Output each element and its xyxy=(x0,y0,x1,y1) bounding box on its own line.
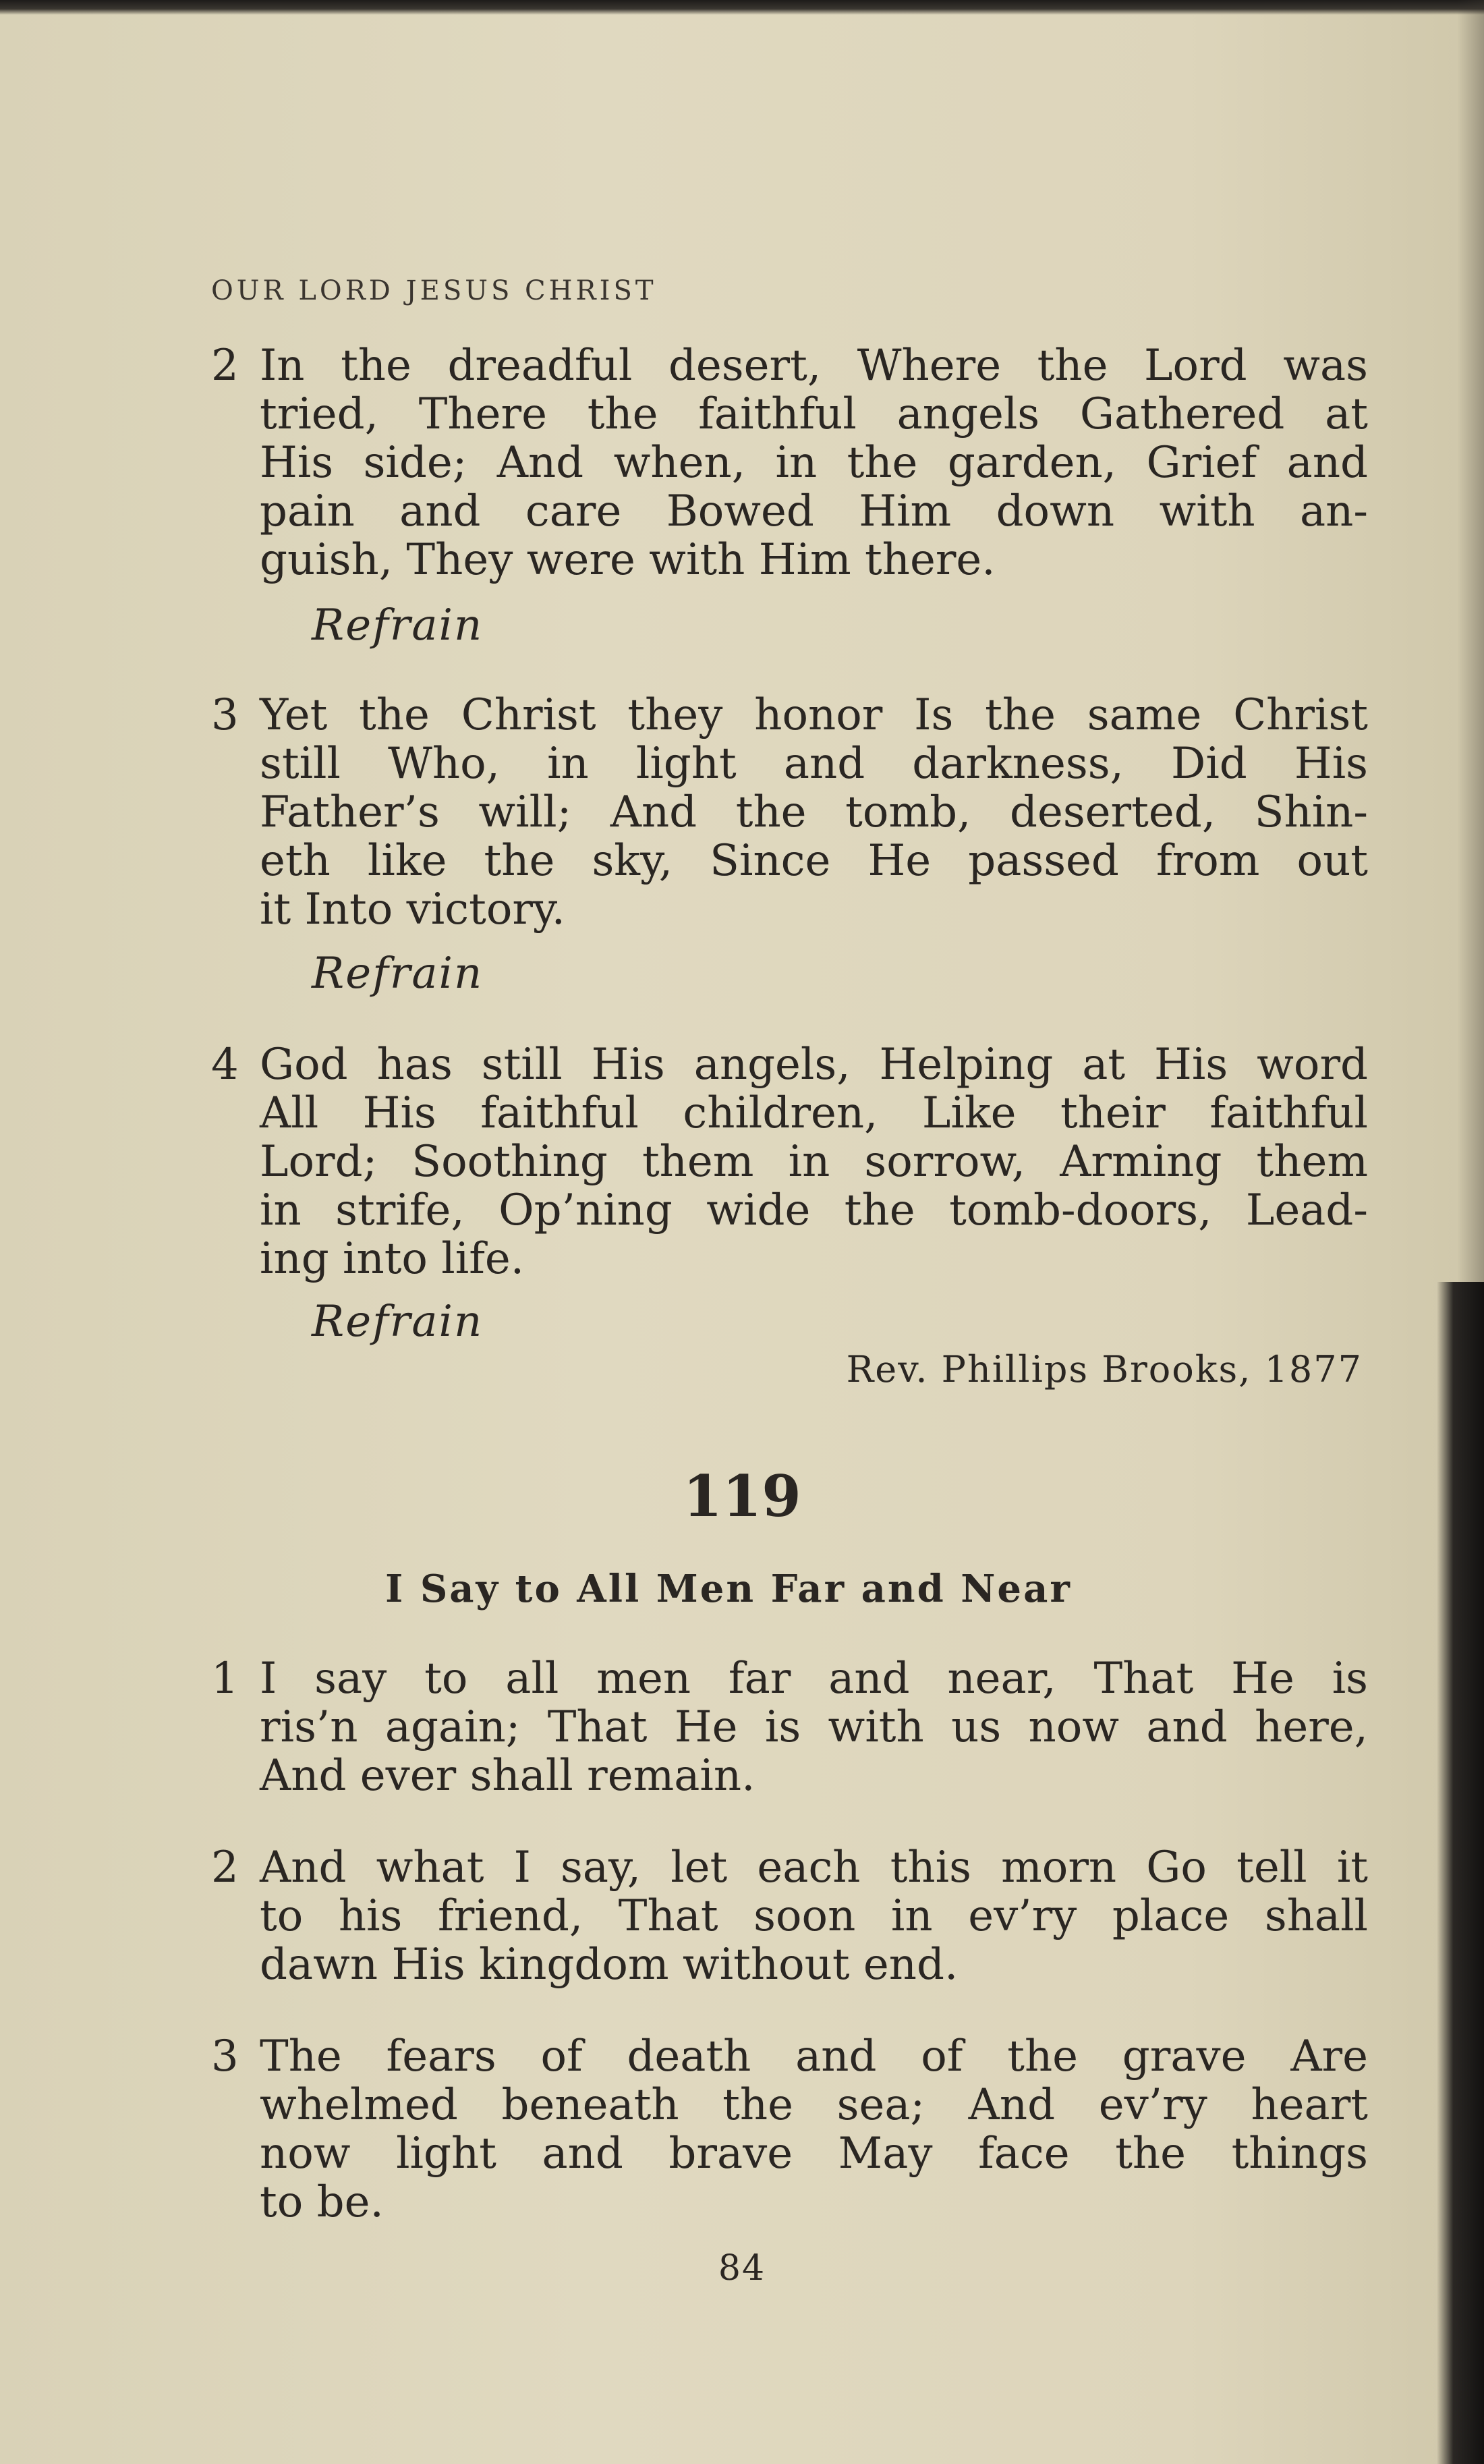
stanza-4 xyxy=(211,1040,1368,1283)
stanza-number: 3 xyxy=(211,690,239,740)
refrain-label: Refrain xyxy=(312,600,484,650)
stanza-number: 2 xyxy=(211,1843,239,1893)
stanza-line: whelmed beneath the sea; And ev’ry heart xyxy=(260,2080,1368,2130)
stanza-line: ing into life. xyxy=(260,1234,525,1284)
stanza-number: 1 xyxy=(211,1654,239,1704)
stanza-number: 3 xyxy=(211,2032,239,2081)
stanza-line: guish, They were with Him there. xyxy=(260,535,996,585)
stanza-line: Lord; Soothing them in sorrow, Arming them xyxy=(260,1137,1368,1187)
stanza-line: I say to all men far and near, That He is xyxy=(260,1654,1368,1704)
stanza-line: in strife, Op’ning wide the tomb-doors, Lead- xyxy=(260,1185,1368,1235)
stanza-number: 4 xyxy=(211,1040,239,1090)
stanza-line: The fears of death and of the grave Are xyxy=(260,2032,1368,2081)
stanza-2 xyxy=(211,341,1368,584)
stanza-line: it Into victory. xyxy=(260,885,565,934)
stanza-3 xyxy=(211,2032,1368,2227)
hymn-title: I Say to All Men Far and Near xyxy=(385,1567,1072,1611)
refrain-label: Refrain xyxy=(312,1297,484,1347)
stanza-line: pain and care Bowed Him down with an- xyxy=(260,486,1368,536)
stanza-line: ris’n again; That He is with us now and here, xyxy=(260,1702,1368,1752)
stanza-line: to his friend, That soon in ev’ry place shall xyxy=(260,1891,1368,1941)
stanza-line: His side; And when, in the garden, Grief and xyxy=(260,438,1368,488)
page-number: 84 xyxy=(718,2248,766,2289)
stanza-2 xyxy=(211,1843,1368,1989)
author-attribution: Rev. Phillips Brooks, 1877 xyxy=(846,1348,1363,1391)
page-right-edge-shadow xyxy=(1457,0,1484,1282)
stanza-line: Yet the Christ they honor Is the same Christ xyxy=(260,690,1368,740)
stanza-line: to be. xyxy=(260,2177,384,2227)
stanza-line: In the dreadful desert, Where the Lord was xyxy=(260,341,1368,391)
refrain-label: Refrain xyxy=(312,949,484,999)
stanza-1 xyxy=(211,1654,1368,1800)
stanza-number: 2 xyxy=(211,341,239,391)
stanza-line: All His faithful children, Like their faithful xyxy=(260,1088,1368,1138)
stanza-line: And what I say, let each this morn Go tell it xyxy=(260,1843,1368,1893)
running-header: OUR LORD JESUS CHRIST xyxy=(211,275,657,306)
stanza-line: God has still His angels, Helping at His word xyxy=(260,1040,1368,1090)
stanza-3 xyxy=(211,691,1368,934)
stanza-line: eth like the sky, Since He passed from out xyxy=(260,836,1368,886)
page-top-edge-shadow xyxy=(0,0,1484,15)
stanza-line: still Who, in light and darkness, Did His xyxy=(260,739,1368,789)
stanza-line: dawn His kingdom without end. xyxy=(260,1940,959,1990)
stanza-line: now light and brave May face the things xyxy=(260,2129,1368,2179)
hymn-number: 119 xyxy=(683,1463,801,1530)
stanza-line: tried, There the faithful angels Gathered at xyxy=(260,389,1368,439)
stanza-line: Father’s will; And the tomb, deserted, Shin- xyxy=(260,787,1368,837)
stanza-line: And ever shall remain. xyxy=(260,1751,755,1801)
